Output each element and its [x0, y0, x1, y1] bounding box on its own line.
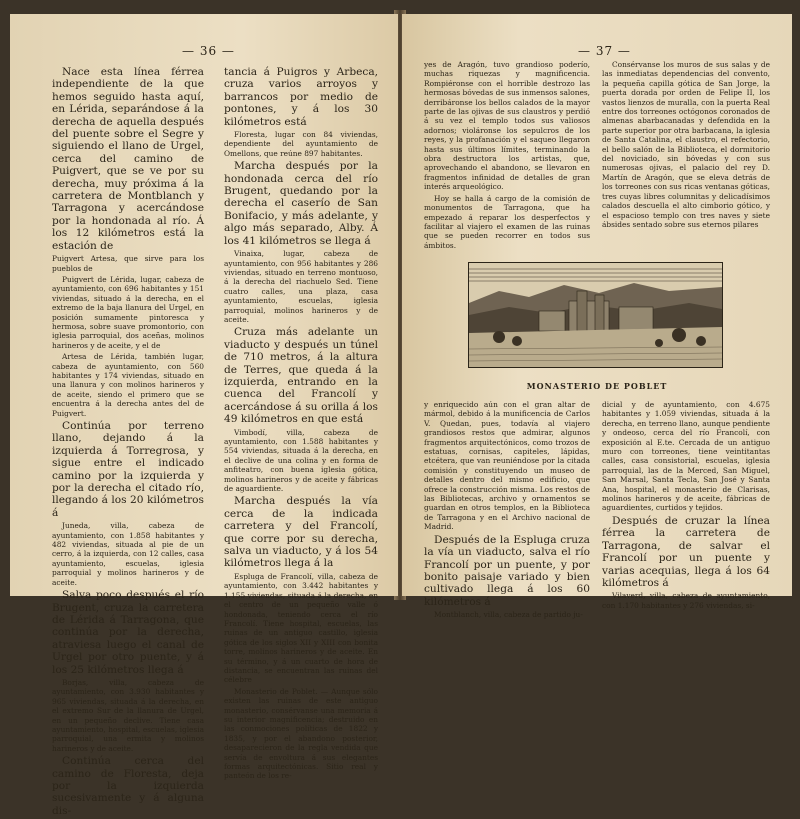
paragraph: Artesa de Lérida, también lugar, cabeza de ayuntamiento, con 560 habitantes y 174 viviendas, situado en una llanura y con molinos harineros y de aceite, siendo el primero que se encuentra á la derecha antes del de Puigvert.: [52, 352, 204, 418]
paragraph: Salva poco después el río Brugent, cruza la carretera de Lérida á Tarragona, que continúa por la derecha, atraviesa luego el canal de Urgel por otro puente, y á los 25 kilómetros llega á: [52, 589, 204, 676]
paragraph: tancia á Puigros y Arbeca, cruza varios arroyos y barrancos por medio de pontones, y á los 30 kilómetros está: [224, 66, 378, 128]
paragraph: Espluga de Francolí, villa, cabeza de ayuntamiento, con 3.442 habitantes y 1.155 viviendas, situada á la derecha, en el centro de un pequeño valle ó hondonada, teniendo cerca el río Francolí. Tiene hospital, escuelas, las ruinas de un antiguo castillo, iglesia gótica de los siglos XII y XIII con bonita torre, molinos harineros y de aceite. En su término, y á un cuarto de hora de distancia, se encuentran las ruinas del célebre: [224, 571, 378, 685]
page-number-37: — 37 —: [578, 44, 631, 58]
monastery-illustration: [469, 263, 722, 367]
paragraph: Vimbodí, villa, cabeza de ayuntamiento, con 1.588 habitantes y 554 viviendas, situada á la derecha, en el declive de una colina y en forma de anfiteatro, con buena iglesia gótica, molinos harineros y de aceite y fábricas de aguardiente.: [224, 427, 378, 494]
paragraph: Marcha después la vía cerca de la indicada carretera y del Francolí, que corre por su derecha, salva un viaducto, y á los 54 kilómetros llega á la: [224, 495, 378, 570]
paragraph: Consérvanse los muros de sus salas y de las inmediatas dependencias del convento, la pequeña capilla gótica de San Jorge, la puerta dorada por orden de Felipe II, los vastos lienzos de muralla, con la puerta Real entre dos torreones octógonos coronados de almenas abarbacanadas y defendida en la parte superior por otra barbacana, la iglesia de Santa Catalina, el claustro, el refectorio, el bello salón de la Biblioteca, el dormitorio del noviciado, sin bóvedas y con sus numerosas ojivas, el palacio del rey D. Martín de Aragón, que se eleva detrás de los torreones con sus ricas ventanas góticas, tres cuyas libres columnitas y delicadísimos calados descuella el alto cimborio gótico, y el espacioso templo con tres naves y siete ábsides sentado sobre sus eternos pilares: [602, 60, 770, 229]
paragraph: Monasterio de Poblet. — Aunque sólo existen las ruinas de este antiguo monasterio, consérvanse una memoria á su interior magnificencia; destruido en las conmociones políticas de 1822 y 1835, y por el abandono posterior, desaparecieron de la regla vendida que servía de envoltura á sus elegantes formas arquitectónicas. Sitio real y panteón de los re-: [224, 686, 378, 781]
paragraph: Montblanch, villa, cabeza de partido ju-: [434, 610, 583, 620]
paragraph: Borjas, villa, cabeza de ayuntamiento, con 3.930 habitantes y 965 viviendas, situada á la derecha, en el extremo Sur de la llanura de Urgel, en un pequeño declive. Tiene casa ayuntamiento, hospital, escuelas, iglesia parroquial, una ermita y molinos harineros y de aceite.: [52, 677, 204, 753]
paragraph: Continúa cerca del camino de Floresta, deja por la izquierda sucesivamente y á alguna dis-: [52, 755, 204, 817]
paragraph: Después de cruzar la línea férrea la carretera de Tarragona, de salvar el Francolí por un puente y varias acequias, llega á los 64 kilómetros á: [602, 514, 770, 589]
paragraph: Puigvert de Lérida, lugar, cabeza de ayuntamiento, con 696 habitantes y 151 viviendas, situado á la derecha, en el extremo de la baja llanura del Urgel, en posición sumamente pintoresca y hermosa, sobre suave promontorio, con iglesia parroquial, dos aceñas, molinos harineros y de aceite, y el de: [52, 274, 204, 350]
left-page: [10, 14, 398, 817]
monastery-engraving: [468, 262, 723, 368]
right-column-3: [424, 400, 590, 622]
paragraph: dicial y de ayuntamiento, con 4.675 habitantes y 1.059 viviendas, situada á la derecha, en terreno llano, aunque pendiente y ondeoso, cerca del río Francolí, con exposición al E.te. Cercada de un antiguo muro con torreones, tiene veintitantas calles, casa consistorial, escuelas, iglesia parroquial, las de la Merced, San Miguel, San Marsal, Santa Tecla, San José y Santa Ana, hospital, el monasterio de Clarisas, molinos harineros y de aceite, fábricas de aguardientes, curtidos y tejidos.: [602, 400, 770, 513]
paragraph: Vilaverd, villa, cabeza de ayuntamiento, con 1.170 habitantes y 276 viviendas, si-: [602, 591, 770, 610]
left-column-2: [224, 66, 378, 783]
paragraph: Puigvert Artesa, que sirve para los pueblos de: [52, 254, 204, 273]
paragraph: Vinaixa, lugar, cabeza de ayuntamiento, con 956 habitantes y 286 viviendas, situado en terreno montuoso, á la derecha del riachuelo Sed. Tiene cuatro calles, una plaza, casa ayuntamiento, escuelas, iglesia parroquial, molinos harineros y de aceite.: [224, 249, 378, 324]
paragraph: Cruza más adelante un viaducto y después un túnel de 710 metros, á la altura de Terres, que queda á la izquierda, entrando en la cuenca del Francolí y acercándose á su orilla á los 49 kilómetros en que está: [224, 326, 378, 426]
right-column-4: [602, 400, 770, 612]
plate-caption: MONASTERIO DE POBLET: [526, 381, 668, 391]
paragraph: Continúa por terreno llano, dejando á la izquierda á Torregrosa, y sigue entre el indicado camino por la izquierda y por la derecha el citado río, llegando á los 20 kilómetros á: [52, 420, 204, 519]
paragraph: Marcha después por la hondonada cerca del río Brugent, quedando por la derecha el caserío de San Bonifacio, y más adelante, y algo más separado, Alby. Á los 41 kilómetros se llega á: [224, 160, 378, 247]
paragraph: Juneda, villa, cabeza de ayuntamiento, con 1.858 habitantes y 482 viviendas, situada al pie de un cerro, á la izquierda, con 12 calles, casa ayuntamiento, escuelas, iglesia parroquial y molinos harineros y de aceite.: [52, 521, 204, 587]
paragraph: Floresta, lugar con 84 viviendas, dependiente del ayuntamiento de Omellons, que reúne 897 habitantes.: [224, 130, 378, 158]
paragraph: yes de Aragón, tuvo grandioso poderío, muchas riquezas y magnificencia. Rompiéronse con el horrible destrozo las hermosas bóvedas de sus inmensos salones, derribáronse los bellos calados de la mayor parte de las ojivas de sus claustros y perdió á su vez el templo todos sus valiosos adornos; violáronse los sepulcros de los reyes, y la profanación y el saqueo llegaron hasta sus últimos límites, terminando la obra destructora los artistas, que, aprovechando el abandono, se llevaron en fragmentos infinidad de detalles de gran interés arqueológico.: [424, 60, 590, 192]
page-number-36: — 36 —: [182, 44, 235, 58]
paragraph: y enriquecido aún con el gran altar de mármol, debido á la munificencia de Carlos V. Quedan, pues, todavía al viajero grandiosos restos que admirar, algunos fragmentos arquitectónicos, como trozos de estatuas, cornisas, capiteles, lápidas, etcétera, que van reuniéndose por la citada comisión y constituyendo un museo de detalles dentro del mismo edificio, que ofrece la construcción misma. Los restos de las Bibliotecas, archivo y ornamentos se guardan en otros templos, en la Biblioteca de Tarragona y en el Archivo nacional de Madrid.: [424, 400, 590, 532]
paragraph: Después de la Espluga cruza la vía un viaducto, salva el río Francolí por un puente, y por bonito paisaje variado y bien cultivado llega á los 60 kilómetros á: [424, 533, 590, 608]
paragraph: Nace esta línea férrea independiente de la que hemos seguido hasta aquí, en Lérida, separándose á la derecha de aquella después del puente sobre el Segre y siguiendo el llano de Urgel, cerca del camino de Puigvert, que se ve por su derecha, muy próxima á la carretera de Montblanch y Tarragona y acercándose por la hondonada al río. Á los 12 kilómetros está la estación de: [52, 66, 204, 252]
paragraph: Hoy se halla á cargo de la comisión de monumentos de Tarragona, que ha empezado á reparar los desperfectos y facilitar al viajero el examen de las ruinas que se pueden recorrer en todos sus ámbitos.: [424, 193, 590, 250]
right-page: [402, 14, 792, 620]
right-column-1: [424, 60, 590, 252]
left-column-1: [52, 66, 204, 819]
right-column-2: [602, 60, 770, 231]
